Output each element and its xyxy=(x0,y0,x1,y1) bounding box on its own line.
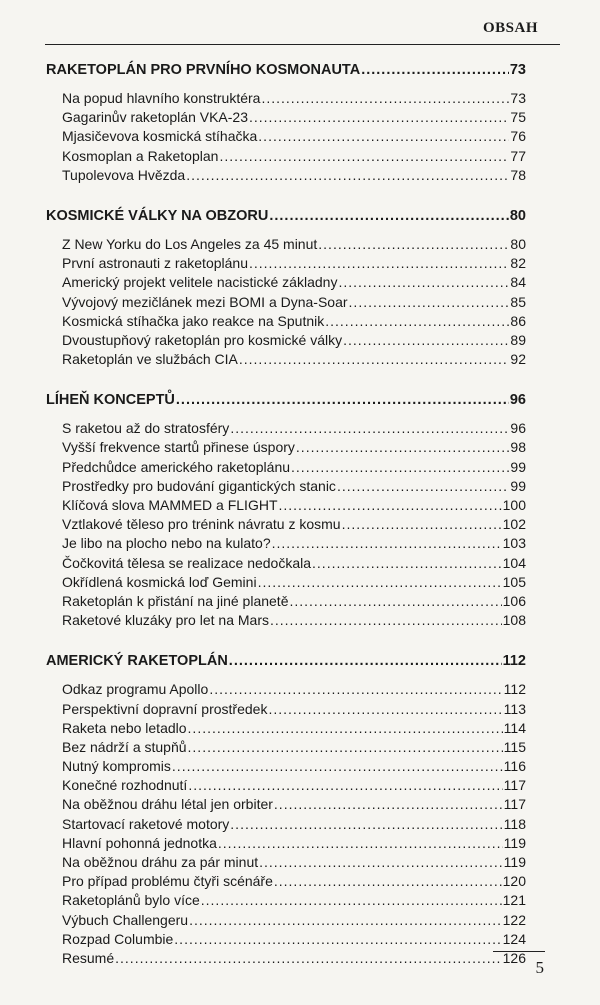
toc-entry xyxy=(46,420,526,439)
dot-leader xyxy=(261,90,509,106)
entry-page: 120 xyxy=(502,873,526,890)
dot-leader xyxy=(188,720,503,736)
entry-page: 78 xyxy=(510,166,526,183)
dot-leader xyxy=(361,62,509,78)
toc-entry xyxy=(46,950,526,969)
entry-title: Vztlakové těleso pro trénink návratu z kosmu xyxy=(62,516,341,533)
entry-page: 117 xyxy=(503,777,526,794)
toc-section xyxy=(46,208,526,370)
section-heading xyxy=(46,653,526,673)
section-title: AMERICKÝ RAKETOPLÁN xyxy=(46,653,228,670)
entry-page: 103 xyxy=(502,535,526,552)
toc-entry xyxy=(46,555,526,574)
toc-section xyxy=(46,62,526,186)
entry-title: Kosmoplan a Raketoplan xyxy=(62,147,219,164)
toc-entry xyxy=(46,701,526,720)
entry-page: 126 xyxy=(502,949,526,966)
entry-title: Na popud hlavního konstruktéra xyxy=(62,90,261,106)
entry-page: 96 xyxy=(510,420,526,437)
toc-entry xyxy=(46,758,526,777)
entry-page: 76 xyxy=(510,128,526,145)
entry-page: 121 xyxy=(502,892,526,909)
dot-leader xyxy=(342,516,502,532)
toc-entry xyxy=(46,816,526,835)
entry-page: 98 xyxy=(510,439,526,456)
toc-entry xyxy=(46,313,526,332)
dot-leader xyxy=(349,294,510,310)
toc-entry xyxy=(46,912,526,931)
entry-title: Bez nádrží a stupňů xyxy=(62,738,187,755)
running-head: OBSAH xyxy=(482,20,538,36)
dot-leader xyxy=(269,208,509,224)
toc-entry xyxy=(46,236,526,255)
entry-title: Kosmická stíhačka jako reakce na Sputnik xyxy=(62,312,325,329)
dot-leader xyxy=(201,892,502,908)
entry-page: 124 xyxy=(502,930,526,947)
toc-entry xyxy=(46,459,526,478)
entry-title: Konečné rozhodnutí xyxy=(62,777,188,794)
dot-leader xyxy=(239,351,510,367)
entry-title: Raketoplán k přistání na jiné planetě xyxy=(62,592,289,609)
entry-page: 85 xyxy=(510,293,526,310)
dot-leader xyxy=(188,739,503,755)
entry-page: 118 xyxy=(503,815,526,832)
entry-page: 82 xyxy=(510,255,526,272)
entry-title: Rozpad Columbie xyxy=(62,930,174,947)
toc-entry xyxy=(46,593,526,612)
entry-page: 113 xyxy=(503,700,526,717)
entry-page: 102 xyxy=(502,516,526,533)
entry-page: 112 xyxy=(503,681,526,698)
section-title: RAKETOPLÁN PRO PRVNÍHO KOSMONAUTA xyxy=(46,62,361,78)
dot-leader xyxy=(186,167,509,183)
section-page: 80 xyxy=(509,207,526,224)
entry-title: Startovací raketové motory xyxy=(62,815,230,832)
entry-title: Okřídlená kosmická loď Gemini xyxy=(62,573,257,590)
dot-leader xyxy=(268,701,502,717)
toc-section xyxy=(46,653,526,969)
dot-leader xyxy=(209,681,502,697)
entry-title: Čočkovitá tělesa se realizace nedočkala xyxy=(62,554,312,571)
section-title: KOSMICKÉ VÁLKY NA OBZORU xyxy=(46,207,269,224)
dot-leader xyxy=(312,555,502,571)
entry-page: 99 xyxy=(510,477,526,494)
toc-entry xyxy=(46,332,526,351)
entry-title: Klíčová slova MAMMED a FLIGHT xyxy=(62,497,278,513)
entry-title: Je libo na plocho nebo na kulato? xyxy=(62,535,271,552)
entry-title: Z New Yorku do Los Angeles za 45 minut xyxy=(62,235,318,252)
entry-title: Nutný kompromis xyxy=(62,758,171,775)
toc-entry xyxy=(46,612,526,631)
footer-rule xyxy=(493,951,545,952)
dot-leader xyxy=(230,420,509,436)
toc-entry xyxy=(46,90,526,109)
page-number: 5 xyxy=(535,958,544,977)
toc-entry xyxy=(46,439,526,458)
entry-title: Odkaz programu Apollo xyxy=(62,681,209,698)
section-page: 96 xyxy=(509,392,526,409)
entry-page: 73 xyxy=(510,90,526,106)
entry-title: Raketa nebo letadlo xyxy=(62,719,187,736)
dot-leader xyxy=(176,392,509,408)
section-heading xyxy=(46,392,526,412)
entry-page: 108 xyxy=(502,612,526,629)
entry-page: 75 xyxy=(510,109,526,126)
entry-title: Tupolevova Hvězda xyxy=(62,166,186,183)
toc-entry xyxy=(46,835,526,854)
toc-entry xyxy=(46,516,526,535)
entry-title: Pro případ problému čtyři scénáře xyxy=(62,873,273,890)
toc-entry xyxy=(46,777,526,796)
entry-page: 104 xyxy=(502,554,526,571)
toc-entry xyxy=(46,739,526,758)
toc-entry xyxy=(46,167,526,186)
entry-title: Prostředky pro budování gigantických stanic xyxy=(62,477,336,494)
entry-title: Na oběžnou dráhu létal jen orbiter xyxy=(62,796,273,813)
entry-title: Předchůdce amerického raketoplánu xyxy=(62,458,291,475)
section-title: LÍHEŇ KONCEPTŮ xyxy=(46,392,175,409)
toc-entry xyxy=(46,535,526,554)
dot-leader xyxy=(258,574,502,590)
section-heading xyxy=(46,208,526,228)
entry-title: Mjasičevova kosmická stíhačka xyxy=(62,128,258,145)
entry-page: 119 xyxy=(503,854,526,870)
dot-leader xyxy=(291,459,509,475)
entry-title: První astronauti z raketoplánu xyxy=(62,255,248,272)
entry-page: 100 xyxy=(502,497,526,513)
dot-leader xyxy=(219,148,509,164)
toc-entry xyxy=(46,931,526,950)
entry-title: Raketoplánů bylo více xyxy=(62,892,200,909)
dot-leader xyxy=(272,535,502,551)
entry-page: 105 xyxy=(502,573,526,590)
entry-page: 114 xyxy=(503,719,526,736)
dot-leader xyxy=(258,128,509,144)
entry-page: 119 xyxy=(503,834,526,851)
dot-leader xyxy=(188,777,502,793)
dot-leader xyxy=(337,478,509,494)
toc-entry xyxy=(46,574,526,593)
dot-leader xyxy=(249,109,509,125)
table-of-contents xyxy=(46,62,526,991)
dot-leader xyxy=(189,912,502,928)
dot-leader xyxy=(218,835,503,851)
dot-leader xyxy=(338,274,509,290)
dot-leader xyxy=(279,497,502,513)
toc-entry xyxy=(46,681,526,700)
header-rule xyxy=(45,44,560,45)
entry-page: 122 xyxy=(502,911,526,928)
entry-title: Resumé xyxy=(62,949,115,966)
entry-page: 99 xyxy=(510,458,526,475)
toc-entry xyxy=(46,294,526,313)
toc-entry xyxy=(46,148,526,167)
dot-leader xyxy=(270,612,502,628)
entry-page: 92 xyxy=(510,351,526,368)
section-page: 112 xyxy=(502,653,526,670)
dot-leader xyxy=(274,873,502,889)
entry-title: Perspektivní dopravní prostředek xyxy=(62,700,268,717)
entry-title: Výbuch Challengeru xyxy=(62,911,189,928)
toc-entry xyxy=(46,351,526,370)
toc-entry xyxy=(46,720,526,739)
toc-entry xyxy=(46,128,526,147)
toc-entry xyxy=(46,478,526,497)
entry-title: S raketou až do stratosféry xyxy=(62,420,230,437)
entry-title: Raketové kluzáky pro let na Mars xyxy=(62,612,269,629)
dot-leader xyxy=(259,854,503,870)
entry-page: 117 xyxy=(503,796,526,813)
dot-leader xyxy=(343,332,509,348)
dot-leader xyxy=(274,796,503,812)
entry-page: 77 xyxy=(510,147,526,164)
toc-entry xyxy=(46,255,526,274)
entry-title: Vývojový mezičlánek mezi BOMI a Dyna-Soar xyxy=(62,293,348,310)
dot-leader xyxy=(249,255,509,271)
entry-page: 80 xyxy=(510,235,526,252)
dot-leader xyxy=(115,950,502,966)
entry-page: 106 xyxy=(502,592,526,609)
dot-leader xyxy=(229,653,502,669)
dot-leader xyxy=(325,313,509,329)
toc-section xyxy=(46,392,526,631)
dot-leader xyxy=(230,816,502,832)
entry-title: Americký projekt velitele nacistické základny xyxy=(62,274,338,291)
entry-title: Dvoustupňový raketoplán pro kosmické války xyxy=(62,331,343,348)
entry-page: 116 xyxy=(503,758,526,775)
dot-leader xyxy=(289,593,501,609)
entry-page: 86 xyxy=(510,312,526,329)
dot-leader xyxy=(174,931,501,947)
entry-title: Vyšší frekvence startů přinese úspory xyxy=(62,439,295,456)
entry-title: Raketoplán ve službách CIA xyxy=(62,351,238,368)
dot-leader xyxy=(318,236,509,252)
entry-page: 115 xyxy=(503,738,526,755)
toc-entry xyxy=(46,497,526,516)
toc-entry xyxy=(46,873,526,892)
entry-title: Na oběžnou dráhu za pár minut xyxy=(62,854,259,870)
entry-title: Gagarinův raketoplán VKA-23 xyxy=(62,109,248,126)
toc-entry xyxy=(46,274,526,293)
dot-leader xyxy=(172,758,503,774)
entry-page: 84 xyxy=(510,274,526,291)
section-page: 73 xyxy=(509,62,526,78)
toc-entry xyxy=(46,796,526,815)
section-heading xyxy=(46,62,526,82)
toc-entry xyxy=(46,892,526,911)
entry-page: 89 xyxy=(510,331,526,348)
dot-leader xyxy=(296,439,510,455)
toc-entry xyxy=(46,854,526,873)
entry-title: Hlavní pohonná jednotka xyxy=(62,834,217,851)
toc-entry xyxy=(46,109,526,128)
